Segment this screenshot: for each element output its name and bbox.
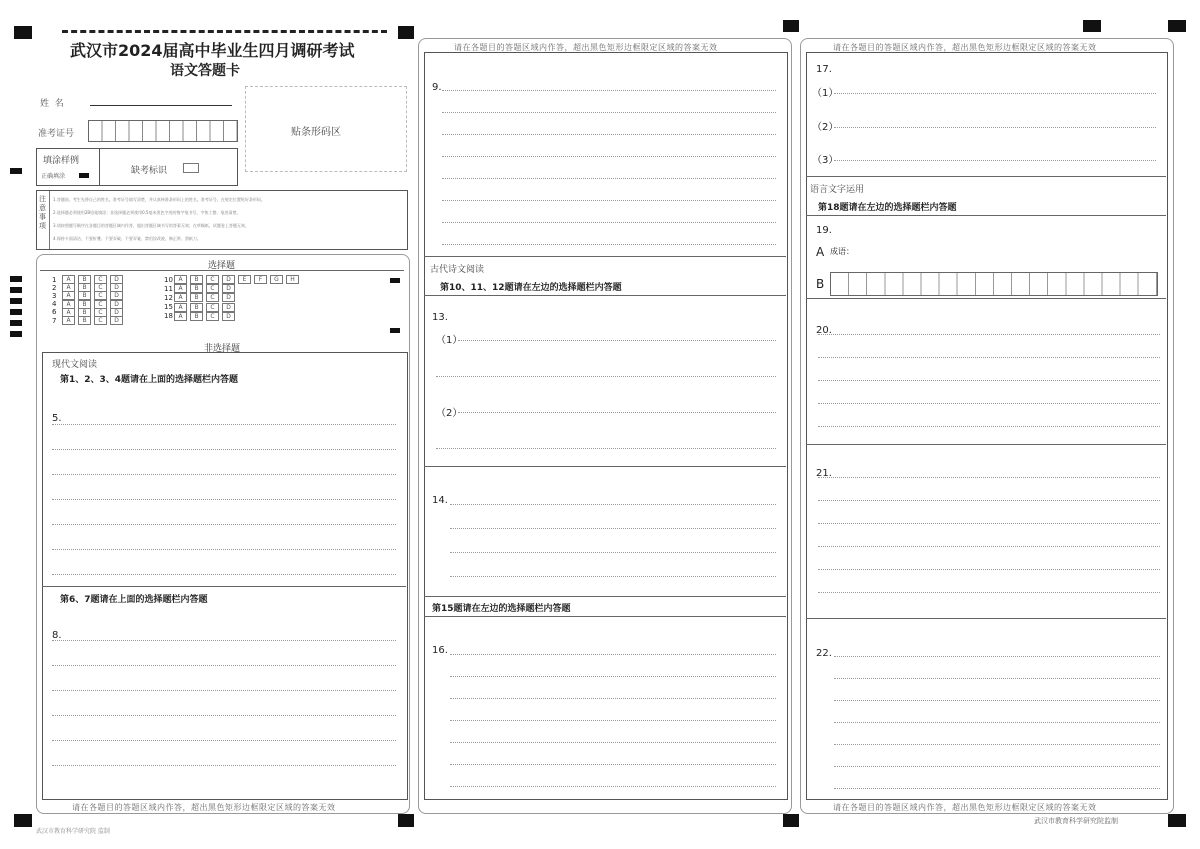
mc-option-bubble[interactable]: C xyxy=(94,316,107,325)
answer-line[interactable] xyxy=(450,720,776,721)
mc-option-bubble[interactable]: B xyxy=(190,303,203,312)
mc-question-number: 7 xyxy=(52,316,57,325)
timing-mark xyxy=(10,287,22,293)
mc-title: 选择题 xyxy=(208,261,236,271)
answer-line[interactable] xyxy=(52,524,396,525)
mc-question-number: 3 xyxy=(52,291,57,300)
question-19-number: 19. xyxy=(816,225,832,236)
mc-option-bubble[interactable]: G xyxy=(270,275,283,284)
mc-option-bubble[interactable]: A xyxy=(174,284,187,293)
question-21-number: 21. xyxy=(816,468,832,479)
question-17-1-label: （1） xyxy=(812,88,839,99)
timing-mark xyxy=(1168,814,1186,827)
answer-line[interactable] xyxy=(442,178,776,179)
question-14-number: 14. xyxy=(432,495,448,506)
mc-option-bubble[interactable]: B xyxy=(78,291,91,300)
question-19-a-idiom-label: 成语： xyxy=(830,247,854,256)
mc-title-rule xyxy=(40,270,404,271)
mc-option-bubble[interactable]: B xyxy=(78,283,91,292)
footer-left: 武汉市教育科学研究院 监制 xyxy=(36,828,110,835)
mc-question-number: 1 xyxy=(52,275,57,284)
name-label: 姓 名 xyxy=(40,99,64,109)
notice-label: 注意事项 xyxy=(39,195,46,230)
mc-option-bubble[interactable]: B xyxy=(78,300,91,309)
timing-mark xyxy=(783,814,799,827)
mc-option-bubble[interactable]: B xyxy=(78,275,91,284)
absent-label: 缺考标识 xyxy=(131,166,168,176)
answer-line[interactable] xyxy=(442,90,776,91)
answer-line[interactable] xyxy=(450,764,776,765)
mc-option-bubble[interactable]: A xyxy=(174,275,187,284)
mc-question-number: 2 xyxy=(52,283,57,292)
mc-question-number: 4 xyxy=(52,300,57,309)
mc-option-bubble[interactable]: C xyxy=(94,300,107,309)
answer-line[interactable] xyxy=(458,412,776,413)
question-20-number: 20. xyxy=(816,325,832,336)
mc-option-bubble[interactable]: D xyxy=(222,275,235,284)
timing-mark xyxy=(1168,20,1186,32)
mc-option-bubble[interactable]: C xyxy=(94,275,107,284)
timing-mark xyxy=(390,278,400,283)
card-title: 语文答题卡 xyxy=(170,63,240,79)
question-17-number: 17. xyxy=(816,64,832,75)
exam-id-grid[interactable] xyxy=(88,120,238,142)
timing-mark xyxy=(398,814,414,827)
question-9-number: 9. xyxy=(432,82,442,93)
answer-line[interactable] xyxy=(450,528,776,529)
answer-line[interactable] xyxy=(834,678,1160,679)
header-dashes xyxy=(62,30,387,33)
question-16-number: 16. xyxy=(432,645,448,656)
section-rule xyxy=(424,295,786,296)
column-1-answer-box xyxy=(42,352,408,800)
answer-line[interactable] xyxy=(442,222,776,223)
answer-line[interactable] xyxy=(52,474,396,475)
answer-line[interactable] xyxy=(818,334,1160,335)
question-13-2-label: （2） xyxy=(436,408,463,419)
note-q1-4: 第1、2、3、4题请在上面的选择题栏内答题 xyxy=(60,375,239,385)
mc-option-bubble[interactable]: H xyxy=(286,275,299,284)
answer-line[interactable] xyxy=(458,340,776,341)
mc-option-bubble[interactable]: D xyxy=(110,275,123,284)
answer-line[interactable] xyxy=(442,156,776,157)
notice-line: 1.答题前，考生先将自己的姓名、准考证号填写清楚，并认真核准条形码上的姓名、准考证号，在规定位置贴好条形码。 xyxy=(53,197,265,202)
answer-line[interactable] xyxy=(442,244,776,245)
mc-option-bubble[interactable]: B xyxy=(190,293,203,302)
section-rule xyxy=(424,616,786,617)
section-rule xyxy=(806,298,1166,299)
answer-line[interactable] xyxy=(450,786,776,787)
answer-line[interactable] xyxy=(818,500,1160,501)
notice-line: 3.请按照题号顺序在各题目的答题区域内作答，超出答题区域书写的答案无效；在草稿纸、试题卷上答题无效。 xyxy=(53,223,249,228)
answer-line[interactable] xyxy=(450,552,776,553)
section-rule xyxy=(806,618,1166,619)
mc-option-bubble[interactable]: C xyxy=(94,291,107,300)
question-17-2-label: （2） xyxy=(812,122,839,133)
absent-checkbox[interactable] xyxy=(183,163,199,173)
question-19-b-char-grid[interactable] xyxy=(830,272,1158,296)
answer-line[interactable] xyxy=(818,357,1160,358)
section-rule xyxy=(424,466,786,467)
answer-line[interactable] xyxy=(834,700,1160,701)
mc-option-bubble[interactable]: A xyxy=(174,312,187,321)
answer-line[interactable] xyxy=(818,477,1160,478)
mc-option-bubble[interactable]: D xyxy=(222,284,235,293)
section-rule xyxy=(424,596,786,597)
answer-line[interactable] xyxy=(834,722,1160,723)
mc-option-bubble[interactable]: D xyxy=(110,308,123,317)
timing-mark xyxy=(783,20,799,32)
timing-mark xyxy=(10,276,22,282)
answer-line[interactable] xyxy=(436,448,776,449)
mc-option-bubble[interactable]: A xyxy=(62,283,75,292)
mc-question-number: 15 xyxy=(164,303,173,312)
mc-option-bubble[interactable]: B xyxy=(78,308,91,317)
filled-bubble-icon xyxy=(79,173,89,178)
mc-option-bubble[interactable]: A xyxy=(174,293,187,302)
timing-mark xyxy=(14,26,32,39)
answer-line[interactable] xyxy=(52,740,396,741)
mc-option-bubble[interactable]: D xyxy=(110,316,123,325)
answer-line[interactable] xyxy=(52,499,396,500)
question-8-number: 8. xyxy=(52,630,62,641)
top-banner: 请在各题目的答题区域内作答，超出黑色矩形边框限定区域的答案无效 xyxy=(833,43,1097,52)
question-17-3-label: （3） xyxy=(812,155,839,166)
answer-line[interactable] xyxy=(52,640,396,641)
note-q18: 第18题请在左边的选择题栏内答题 xyxy=(818,203,957,213)
bottom-banner: 请在各题目的答题区域内作答，超出黑色矩形边框限定区域的答案无效 xyxy=(833,803,1097,812)
timing-mark xyxy=(390,328,400,333)
mc-question-number: 18 xyxy=(164,312,173,321)
mc-question-number: 11 xyxy=(164,284,173,293)
answer-line[interactable] xyxy=(818,546,1160,547)
answer-line[interactable] xyxy=(834,93,1156,94)
mc-option-bubble[interactable]: A xyxy=(62,291,75,300)
notice-box xyxy=(36,190,408,250)
answer-line[interactable] xyxy=(450,576,776,577)
mc-option-bubble[interactable]: A xyxy=(174,303,187,312)
timing-mark xyxy=(1083,20,1101,32)
mc-option-bubble[interactable]: F xyxy=(254,275,267,284)
timing-mark xyxy=(14,814,32,827)
section-rule xyxy=(806,215,1166,216)
top-banner: 请在各题目的答题区域内作答，超出黑色矩形边框限定区域的答案无效 xyxy=(454,43,718,52)
mc-option-bubble[interactable]: B xyxy=(190,284,203,293)
timing-mark xyxy=(10,331,22,337)
column-2-answer-box xyxy=(424,52,788,800)
question-22-number: 22. xyxy=(816,648,832,659)
section-rule xyxy=(806,444,1166,445)
mc-question-row xyxy=(52,316,126,325)
question-13-1-label: （1） xyxy=(436,335,463,346)
answer-line[interactable] xyxy=(52,449,396,450)
mc-option-bubble[interactable]: B xyxy=(190,312,203,321)
mc-option-bubble[interactable]: C xyxy=(206,293,219,302)
answer-line[interactable] xyxy=(450,698,776,699)
answer-line[interactable] xyxy=(442,200,776,201)
notice-line: 2.选择题必须使用2B铅笔填涂；非选择题必须使用0.5毫米黑色字迹的签字笔书写，字体工整、笔迹清楚。 xyxy=(53,210,241,215)
section-language-use: 语言文字运用 xyxy=(810,185,865,195)
answer-line[interactable] xyxy=(818,523,1160,524)
mc-question-row xyxy=(164,284,238,293)
exam-id-label: 准考证号 xyxy=(38,129,75,139)
fill-example-sub: 正确填涂 xyxy=(41,173,66,180)
exam-title: 武汉市2024届高中毕业生四月调研考试 xyxy=(70,41,355,60)
fill-example-box xyxy=(36,148,238,186)
mc-option-bubble[interactable]: E xyxy=(238,275,251,284)
mc-option-bubble[interactable]: D xyxy=(222,312,235,321)
mc-option-bubble[interactable]: C xyxy=(94,308,107,317)
mc-question-row xyxy=(164,293,238,302)
mc-question-number: 10 xyxy=(164,275,173,284)
answer-line[interactable] xyxy=(52,765,396,766)
section-rule xyxy=(424,256,786,257)
mc-option-bubble[interactable]: B xyxy=(78,316,91,325)
timing-mark xyxy=(10,320,22,326)
answer-line[interactable] xyxy=(52,574,396,575)
answer-line[interactable] xyxy=(450,676,776,677)
answer-line[interactable] xyxy=(818,426,1160,427)
timing-mark xyxy=(10,298,22,304)
barcode-label: 贴条形码区 xyxy=(291,127,341,138)
question-5-number: 5. xyxy=(52,413,62,424)
note-q15: 第15题请在左边的选择题栏内答题 xyxy=(432,604,571,614)
section-rule xyxy=(42,586,406,587)
answer-line[interactable] xyxy=(818,403,1160,404)
barcode-area xyxy=(245,86,407,172)
mc-option-bubble[interactable]: A xyxy=(62,300,75,309)
timing-mark xyxy=(398,26,414,39)
bottom-banner: 请在各题目的答题区域内作答，超出黑色矩形边框限定区域的答案无效 xyxy=(72,803,336,812)
question-13-number: 13. xyxy=(432,312,448,323)
question-19-a-label: A xyxy=(816,245,825,259)
answer-line[interactable] xyxy=(450,742,776,743)
mc-option-bubble[interactable]: D xyxy=(110,300,123,309)
mc-option-bubble[interactable]: D xyxy=(110,291,123,300)
answer-line[interactable] xyxy=(834,160,1156,161)
answer-line[interactable] xyxy=(52,665,396,666)
mc-question-row xyxy=(164,312,238,321)
name-field[interactable] xyxy=(90,105,232,106)
answer-line[interactable] xyxy=(52,715,396,716)
answer-line[interactable] xyxy=(834,656,1160,657)
mc-option-bubble[interactable]: B xyxy=(190,275,203,284)
timing-mark xyxy=(10,168,22,174)
answer-line[interactable] xyxy=(450,504,776,505)
timing-mark xyxy=(10,309,22,315)
section-rule xyxy=(806,176,1166,177)
mc-question-row xyxy=(164,275,302,284)
section-classical-reading: 古代诗文阅读 xyxy=(430,265,485,275)
mc-option-bubble[interactable]: C xyxy=(206,303,219,312)
section-modern-reading: 现代文阅读 xyxy=(52,360,98,370)
mc-option-bubble[interactable]: A xyxy=(62,316,75,325)
answer-line[interactable] xyxy=(52,424,396,425)
answer-line[interactable] xyxy=(834,766,1160,767)
answer-line[interactable] xyxy=(834,788,1160,789)
mc-option-bubble[interactable]: C xyxy=(94,283,107,292)
mc-option-bubble[interactable]: C xyxy=(206,275,219,284)
answer-line[interactable] xyxy=(436,376,776,377)
answer-line[interactable] xyxy=(52,690,396,691)
mc-question-number: 6 xyxy=(52,308,57,317)
mc-option-bubble[interactable]: D xyxy=(110,283,123,292)
fill-example-label: 填涂样例 xyxy=(43,156,80,166)
answer-line[interactable] xyxy=(442,134,776,135)
notice-line: 4.保持卡面清洁，不要折叠、不要弄破、不要弄皱，禁用涂改液、修正带、刮纸刀。 xyxy=(53,236,201,241)
footer-right: 武汉市教育科学研究院监制 xyxy=(1034,817,1118,825)
answer-line[interactable] xyxy=(818,592,1160,593)
mc-option-bubble[interactable]: C xyxy=(206,284,219,293)
answer-line[interactable] xyxy=(818,380,1160,381)
answer-line[interactable] xyxy=(834,744,1160,745)
mc-question-number: 12 xyxy=(164,293,173,302)
nonmc-title: 非选择题 xyxy=(204,344,241,354)
mc-option-bubble[interactable]: A xyxy=(62,308,75,317)
mc-option-bubble[interactable]: C xyxy=(206,312,219,321)
mc-question-row xyxy=(164,303,238,312)
answer-line[interactable] xyxy=(818,569,1160,570)
answer-line[interactable] xyxy=(450,654,776,655)
note-q6-7: 第6、7题请在上面的选择题栏内答题 xyxy=(60,595,208,605)
mc-option-bubble[interactable]: D xyxy=(222,293,235,302)
mc-option-bubble[interactable]: D xyxy=(222,303,235,312)
mc-option-bubble[interactable]: A xyxy=(62,275,75,284)
note-q10-12: 第10、11、12题请在左边的选择题栏内答题 xyxy=(440,283,622,293)
question-19-b-label: B xyxy=(816,277,825,291)
answer-line[interactable] xyxy=(442,112,776,113)
answer-line[interactable] xyxy=(834,127,1156,128)
answer-line[interactable] xyxy=(52,549,396,550)
